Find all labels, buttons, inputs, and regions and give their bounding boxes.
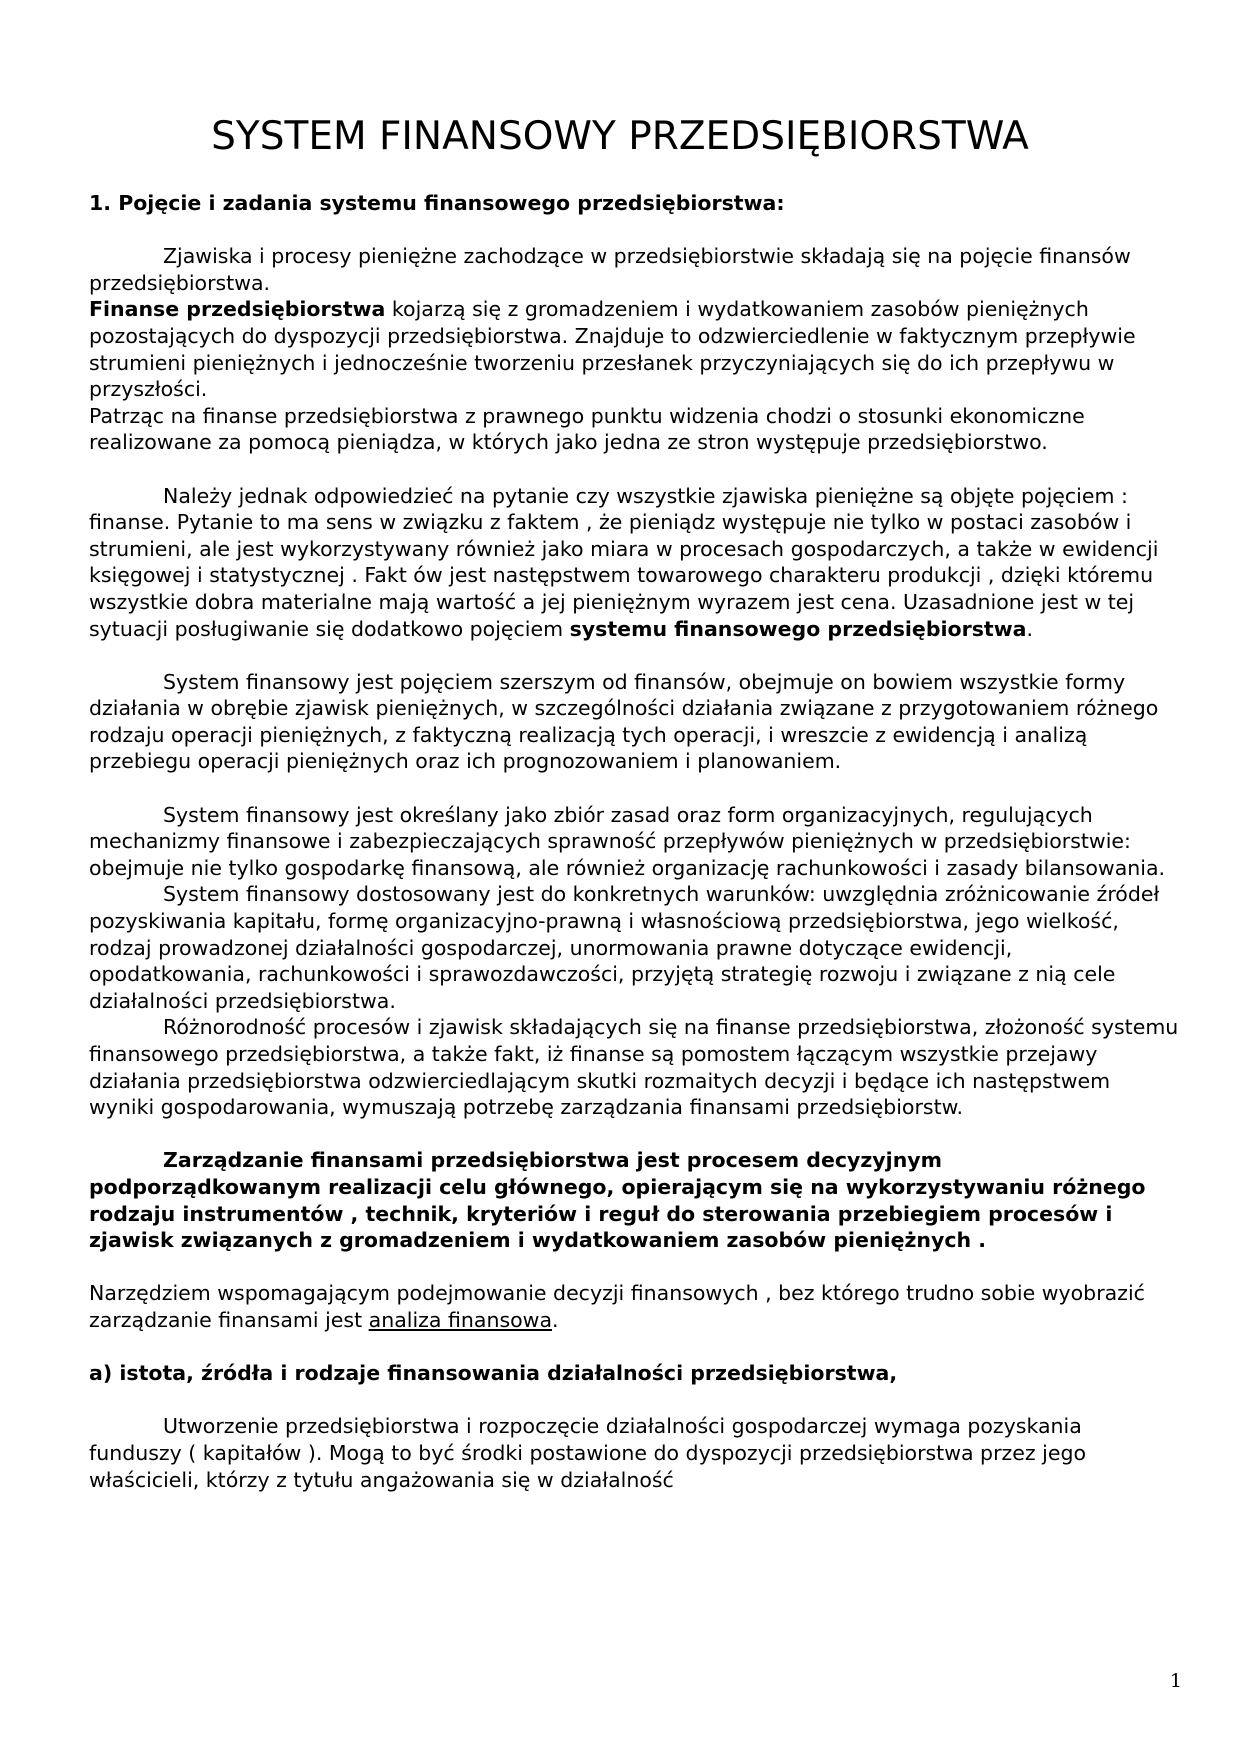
paragraph-11: Utworzenie przedsiębiorstwa i rozpoczęcie działalności gospodarczej wymaga pozyskania funduszy ( kapitałów ). Mogą to być środki postawione do dyspozycji przedsiębiorstwa przez jego właścicieli, którzy z tytułu angażowania się w działalność [89,1414,1087,1492]
document-title: SYSTEM FINANSOWY PRZEDSIĘBIORSTWA [211,114,1029,160]
paragraph-4 [89,483,1179,643]
spacer [89,456,1179,483]
spacer [89,217,1179,244]
analiza-finansowa-link[interactable]: analiza finansowa [368,1307,553,1332]
section-1-heading: 1. Pojęcie i zadania systemu finansowego przedsiębiorstwa: [89,191,785,215]
paragraph-7: System finansowy dostosowany jest do konkretnych warunków: uwzględnia zróżnicowanie źródeł pozyskiwania kapitału, formę organizacyjno-prawną i własnościową przedsiębiorstwa, jego wielkość, rodzaj prowadzonej działalności gospodarczej, unormowania prawne dotyczące ewidencji, opodatkowania, rachunkowości i sprawozdawczości, przyjętą strategię rozwoju i związane z nią cele działalności przedsiębiorstwa. [89,882,1160,1013]
paragraph-10 [89,1280,1179,1333]
spacer [89,775,1179,802]
spacer [89,1334,1179,1361]
paragraph-4-bold: systemu finansowego przedsiębiorstwa [569,616,1027,641]
paragraph-10-text: Narzędziem wspomagającym podejmowanie decyzji finansowych , bez którego trudno sobie wyobrazić zarządzanie finansami jest [89,1281,1145,1332]
paragraph-6: System finansowy jest określany jako zbiór zasad oraz form organizacyjnych, regulujących mechanizmy finansowe i zabezpieczających sprawność przepływów pieniężnych w przedsiębiorstwie: obejmuje nie tylko gospodarkę finansową, ale również organizację rachunkowości i zasady bilansowania. [89,802,1166,880]
paragraph-4-text: Należy jednak odpowiedzieć na pytanie czy wszystkie zjawiska pieniężne są objęte pojęciem : finanse. Pytanie to ma sens w związku z faktem , że pieniądz występuje nie tylko w postaci zasobów i strumieni, ale jest wykorzystywany również jako miara w procesach gospodarczych, a także w ewidencji księgowej i statystycznej . Fakt ów jest następstwem towarowego charakteru produkcji , dzięki któremu wszystkie dobra materialne mają wartość a jej pieniężnym wyrazem jest cena. Uzasadnione jest w tej sytuacji posługiwanie się dodatkowo pojęciem [89,483,1159,641]
paragraph-2-bold: Finanse przedsiębiorstwa [89,297,386,322]
spacer [89,1254,1179,1281]
paragraph-10-end: . [552,1307,559,1332]
spacer [89,1121,1179,1148]
spacer [89,1387,1179,1414]
paragraph-8: Różnorodność procesów i zjawisk składających się na finanse przedsiębiorstwa, złożoność systemu finansowego przedsiębiorstwa, a także fakt, iż finanse są pomostem łączącym wszystkie przejawy działania przedsiębiorstwa odzwierciedlającym skutki rozmaitych decyzji i będące ich następstwem wyniki gospodarowania, wymuszają potrzebę zarządzania finansami przedsiębiorstw. [89,1015,1179,1120]
paragraph-5: System finansowy jest pojęciem szerszym od finansów, obejmuje on bowiem wszystkie formy działania w obrębie zjawisk pieniężnych, w szczególności działania związane z przygotowaniem różnego rodzaju operacji pieniężnych, z faktyczną realizacją tych operacji, i wreszcie z ewidencją i analizą przebiegu operacji pieniężnych oraz ich prognozowaniem i planowaniem. [89,669,1159,774]
paragraph-2-text: kojarzą się z gromadzeniem i wydatkowaniem zasobów pieniężnych pozostających do dyspozycji przedsiębiorstwa. Znajduje to odzwierciedlenie w faktycznym przepływie strumieni pieniężnych i jednocześnie tworzeniu przesłanek przyczyniających się do ich przepływu w przyszłości. [89,297,1136,402]
paragraph-1: Zjawiska i procesy pieniężne zachodzące w przedsiębiorstwie składają się na pojęcie finansów przedsiębiorstwa. [89,244,1131,295]
document-body [89,190,1179,1493]
paragraph-4-end: . [1026,616,1034,641]
paragraph-2 [89,296,1179,402]
paragraph-9-definition: Zarządzanie finansami przedsiębiorstwa jest procesem decyzyjnym podporządkowanym realizacji celu głównego, opierającym się na wykorzystywaniu różnego rodzaju instrumentów , technik, kryteriów i reguł do sterowania przebiegiem procesów i zjawisk związanych z gromadzeniem i wydatkowaniem zasobów pieniężnych . [89,1148,1146,1253]
section-a-heading: a) istota, źródła i rodzaje finansowania działalności przedsiębiorstwa, [89,1361,898,1386]
spacer [89,642,1179,669]
paragraph-3: Patrząc na finanse przedsiębiorstwa z prawnego punktu widzenia chodzi o stosunki ekonomiczne realizowane za pomocą pieniądza, w których jako jedna ze stron występuje przedsiębiorstwo. [89,403,1085,455]
page-number: 1 [1169,1670,1182,1692]
